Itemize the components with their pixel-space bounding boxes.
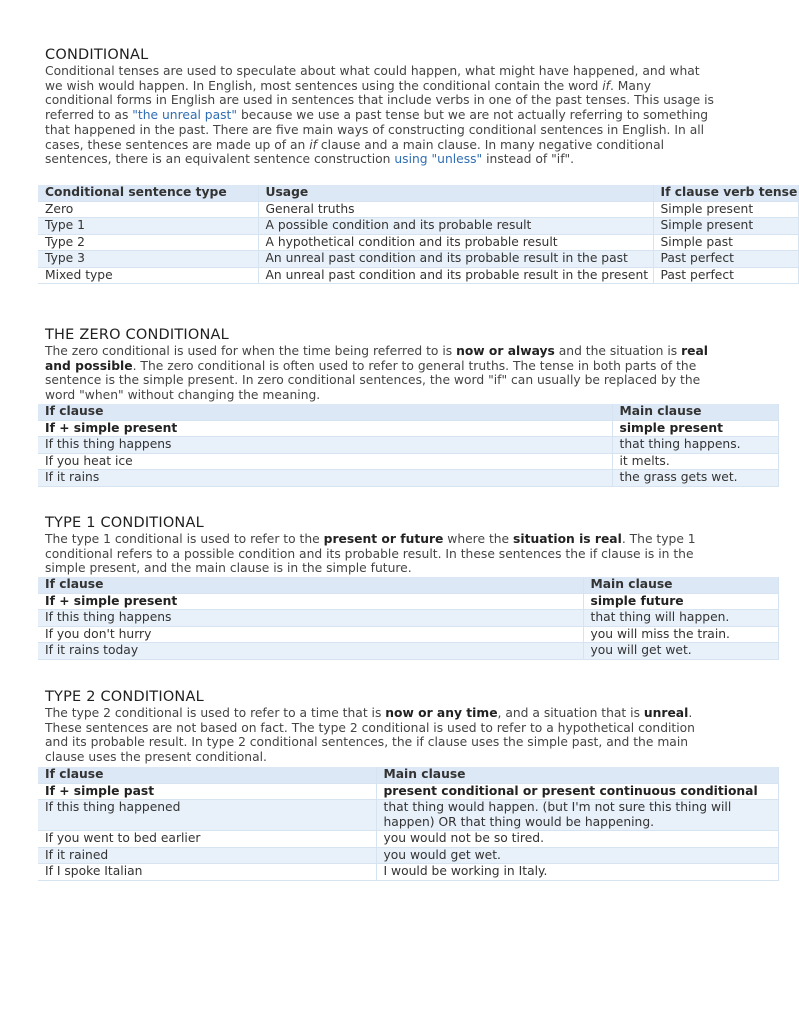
table-cell: Simple present: [653, 218, 798, 235]
table-cell: If you don't hurry: [38, 626, 583, 643]
table-cell: you would get wet.: [376, 847, 778, 864]
column-header: Main clause: [612, 404, 778, 420]
table-cell: If I spoke Italian: [38, 864, 376, 881]
table-row: [38, 800, 778, 831]
table-header-row: [38, 185, 798, 201]
table-row: [38, 234, 798, 251]
table-cell: If + simple present: [38, 593, 583, 610]
table-row: [38, 251, 798, 268]
table-cell: that thing would happen. (but I'm not sure this thing will happen) OR that thing would be happening.: [376, 800, 778, 831]
type1-conditional-section: [45, 515, 768, 576]
conditional-types-table: [38, 185, 799, 284]
column-header: If clause: [38, 404, 612, 420]
table-cell: I would be working in Italy.: [376, 864, 778, 881]
table-subheader-row: [38, 783, 778, 800]
table-cell: If + simple past: [38, 783, 376, 800]
table-cell: Zero: [38, 201, 258, 218]
table-cell: Type 3: [38, 251, 258, 268]
section-title: THE ZERO CONDITIONAL: [45, 327, 229, 343]
type2-conditional-section: [45, 689, 768, 765]
type2-paragraph: The type 2 conditional is used to refer to a time that is now or any time, and a situation that is unreal. These sentences are not based on fact. The type 2 conditional is used to refer to a hypothetical condition and its probable result. In type 2 conditional sentences, the if clause uses the simple past, and the main clause uses the present conditional.: [45, 706, 695, 765]
table-cell: If + simple present: [38, 420, 612, 437]
table-row: [38, 470, 778, 487]
table-cell: Past perfect: [653, 267, 798, 284]
intro-section: [45, 47, 768, 167]
table-cell: Simple past: [653, 234, 798, 251]
table-cell: Type 1: [38, 218, 258, 235]
column-header: Main clause: [376, 767, 778, 783]
table-cell: simple future: [583, 593, 778, 610]
table-cell: An unreal past condition and its probable result in the present: [258, 267, 653, 284]
zero-conditional-section: [45, 327, 768, 403]
table-cell: If this thing happens: [38, 610, 583, 627]
table-header-row: [38, 767, 778, 783]
zero-conditional-table: [38, 404, 779, 487]
table-cell: that thing will happen.: [583, 610, 778, 627]
table-cell: you would not be so tired.: [376, 831, 778, 848]
table-cell: Past perfect: [653, 251, 798, 268]
table-row: [38, 610, 778, 627]
table-cell: Simple present: [653, 201, 798, 218]
table-subheader-row: [38, 593, 778, 610]
table-header-row: [38, 577, 778, 593]
table-cell: it melts.: [612, 453, 778, 470]
table-cell: that thing happens.: [612, 437, 778, 454]
table-cell: A possible condition and its probable result: [258, 218, 653, 235]
zero-paragraph: The zero conditional is used for when the time being referred to is now or always and the situation is real and possible. The zero conditional is often used to refer to general truths. The tense in both parts of the sentence is the simple present. In zero conditional sentences, the word "if" can usually be replaced by the word "when" without changing the meaning.: [45, 344, 708, 403]
section-title: TYPE 2 CONDITIONAL: [45, 689, 204, 705]
table-cell: you will get wet.: [583, 643, 778, 660]
table-cell: If it rains: [38, 470, 612, 487]
table-cell: If it rained: [38, 847, 376, 864]
column-header: Usage: [258, 185, 653, 201]
table-cell: the grass gets wet.: [612, 470, 778, 487]
table-row: [38, 847, 778, 864]
type1-paragraph: The type 1 conditional is used to refer to the present or future where the situation is real. The type 1 conditional refers to a possible condition and its probable result. In these sentences the if clause is in the simple present, and the main clause is in the simple future.: [45, 532, 696, 576]
table-cell: present conditional or present continuous conditional: [376, 783, 778, 800]
table-cell: If you heat ice: [38, 453, 612, 470]
table-cell: If you went to bed earlier: [38, 831, 376, 848]
type1-conditional-table: [38, 577, 779, 660]
table-row: [38, 437, 778, 454]
table-cell: Type 2: [38, 234, 258, 251]
using-unless-link[interactable]: using "unless": [394, 152, 483, 167]
section-title: CONDITIONAL: [45, 47, 149, 63]
table-row: [38, 831, 778, 848]
table-row: [38, 267, 798, 284]
table-row: [38, 626, 778, 643]
table-cell: General truths: [258, 201, 653, 218]
table-row: [38, 201, 798, 218]
table-subheader-row: [38, 420, 778, 437]
table-cell: Mixed type: [38, 267, 258, 284]
table-cell: If this thing happens: [38, 437, 612, 454]
table-cell: A hypothetical condition and its probable result: [258, 234, 653, 251]
table-header-row: [38, 404, 778, 420]
table-cell: If it rains today: [38, 643, 583, 660]
table-cell: you will miss the train.: [583, 626, 778, 643]
table-row: [38, 643, 778, 660]
table-cell: An unreal past condition and its probable result in the past: [258, 251, 653, 268]
type2-conditional-table: [38, 767, 779, 881]
column-header: Conditional sentence type: [38, 185, 258, 201]
unreal-past-link[interactable]: "the unreal past": [132, 108, 238, 123]
table-cell: If this thing happened: [38, 800, 376, 831]
section-title: TYPE 1 CONDITIONAL: [45, 515, 204, 531]
column-header: If clause verb tense: [653, 185, 798, 201]
column-header: If clause: [38, 767, 376, 783]
intro-paragraph: Conditional tenses are used to speculate about what could happen, what might have happened, and what we wish would happen. In English, most sentences using the conditional contain the word if. Many conditional forms in English are used in sentences that include verbs in one of the past tenses. This usage is referred to as "the unreal past" because we use a past tense but we are not actually referring to something that happened in the past. There are five main ways of constructing conditional sentences in English. In all cases, these sentences are made up of an if clause and a main clause. In many negative conditional sentences, there is an equivalent sentence construction using "unless" instead of "if".: [45, 64, 714, 167]
table-row: [38, 453, 778, 470]
column-header: If clause: [38, 577, 583, 593]
column-header: Main clause: [583, 577, 778, 593]
table-row: [38, 218, 798, 235]
table-row: [38, 864, 778, 881]
table-cell: simple present: [612, 420, 778, 437]
